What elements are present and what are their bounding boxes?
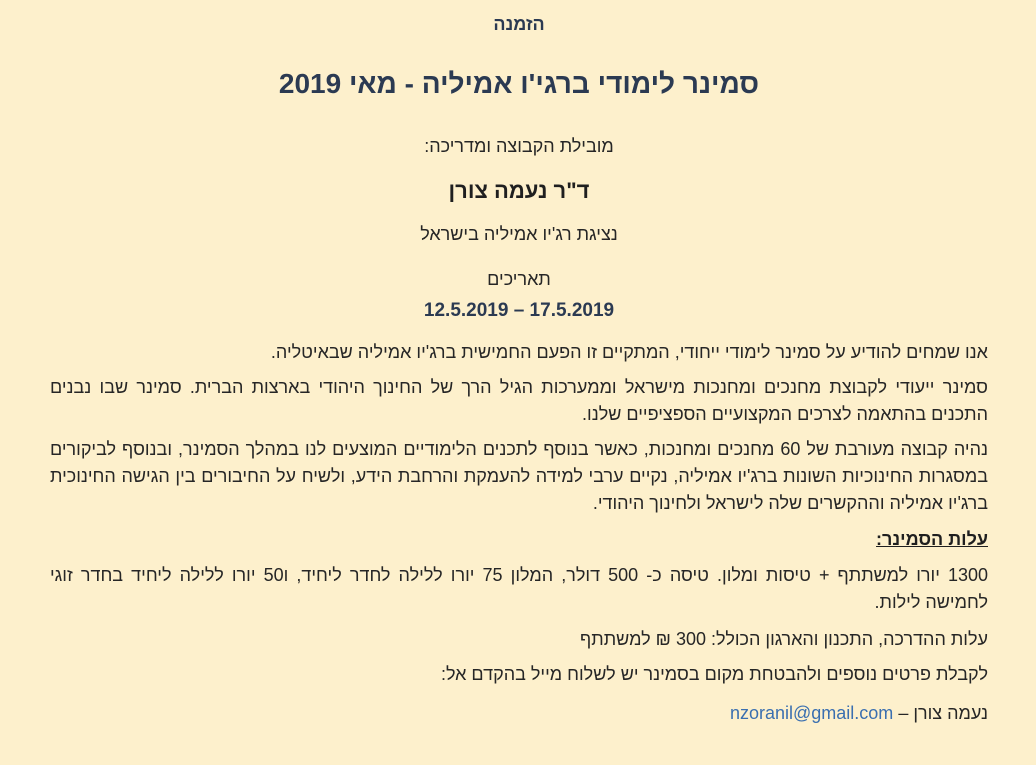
contact-email-link[interactable]: nzoranil@gmail.com	[729, 703, 894, 723]
audience-paragraph: סמינר ייעודי לקבוצת מחנכים ומחנכות מישראל וממערכות הגיל הרך של החינוך היהודי בארצות הברית. סמינר שבו נבנים התכנים בהתאמה לצרכים המקצועיים הספציפיים שלנו.	[50, 377, 988, 424]
intro-paragraph: אנו שמחים להודיע על סמינר לימודי ייחודי, המתקיים זו הפעם החמישית ברג'יו אמיליה שבאיטליה.	[270, 342, 988, 362]
costs-line-guidance: עלות ההדרכה, התכנון והארגון הכולל: 300 ₪ למשתתף	[580, 629, 988, 649]
contact-instructions: לקבלת פרטים נוספים ולהבטחת מקום בסמינר יש לשלוח מייל בהקדם אל:	[440, 664, 988, 684]
contact-line	[50, 700, 988, 727]
costs-heading: עלות הסמינר:	[876, 529, 988, 549]
contact-name: נעמה צורן –	[898, 703, 988, 723]
guide-role: נציגת רג'יו אמיליה בישראל	[420, 224, 618, 244]
seminar-title: סמינר לימודי ברגי'ו אמיליה - מאי 2019	[278, 68, 760, 99]
guide-label: מובילת הקבוצה ומדריכה:	[424, 136, 614, 156]
guide-name: ד"ר נעמה צורן	[448, 178, 590, 203]
document-label: הזמנה	[493, 14, 545, 34]
dates-label: תאריכים	[487, 269, 551, 289]
dates-range: 12.5.2019 – 17.5.2019	[423, 300, 615, 321]
program-paragraph: נהיה קבוצה מעורבת של 60 מחנכים ומחנכות, כאשר בנוסף לתכנים הלימודיים המוצעים לנו במהלך הסמינר, ובנוסף לביקורים במסגרות החינוכיות השונות ברג'יו אמיליה, נקיים ערבי למידה להעמקת והרחבת הידע, ולשיח על החיבורים בין הגישה החינוכית ברג'יו אמיליה וההקשרים שלה לישראל ולחינוך היהודי.	[50, 439, 988, 513]
costs-line-participant: 1300 יורו למשתתף + טיסות ומלון. טיסה כ- 500 דולר, המלון 75 יורו ללילה לחדר ליחיד, ו50 יורו ללילה ליחיד בחדר זוגי לחמישה לילות.	[50, 565, 989, 612]
